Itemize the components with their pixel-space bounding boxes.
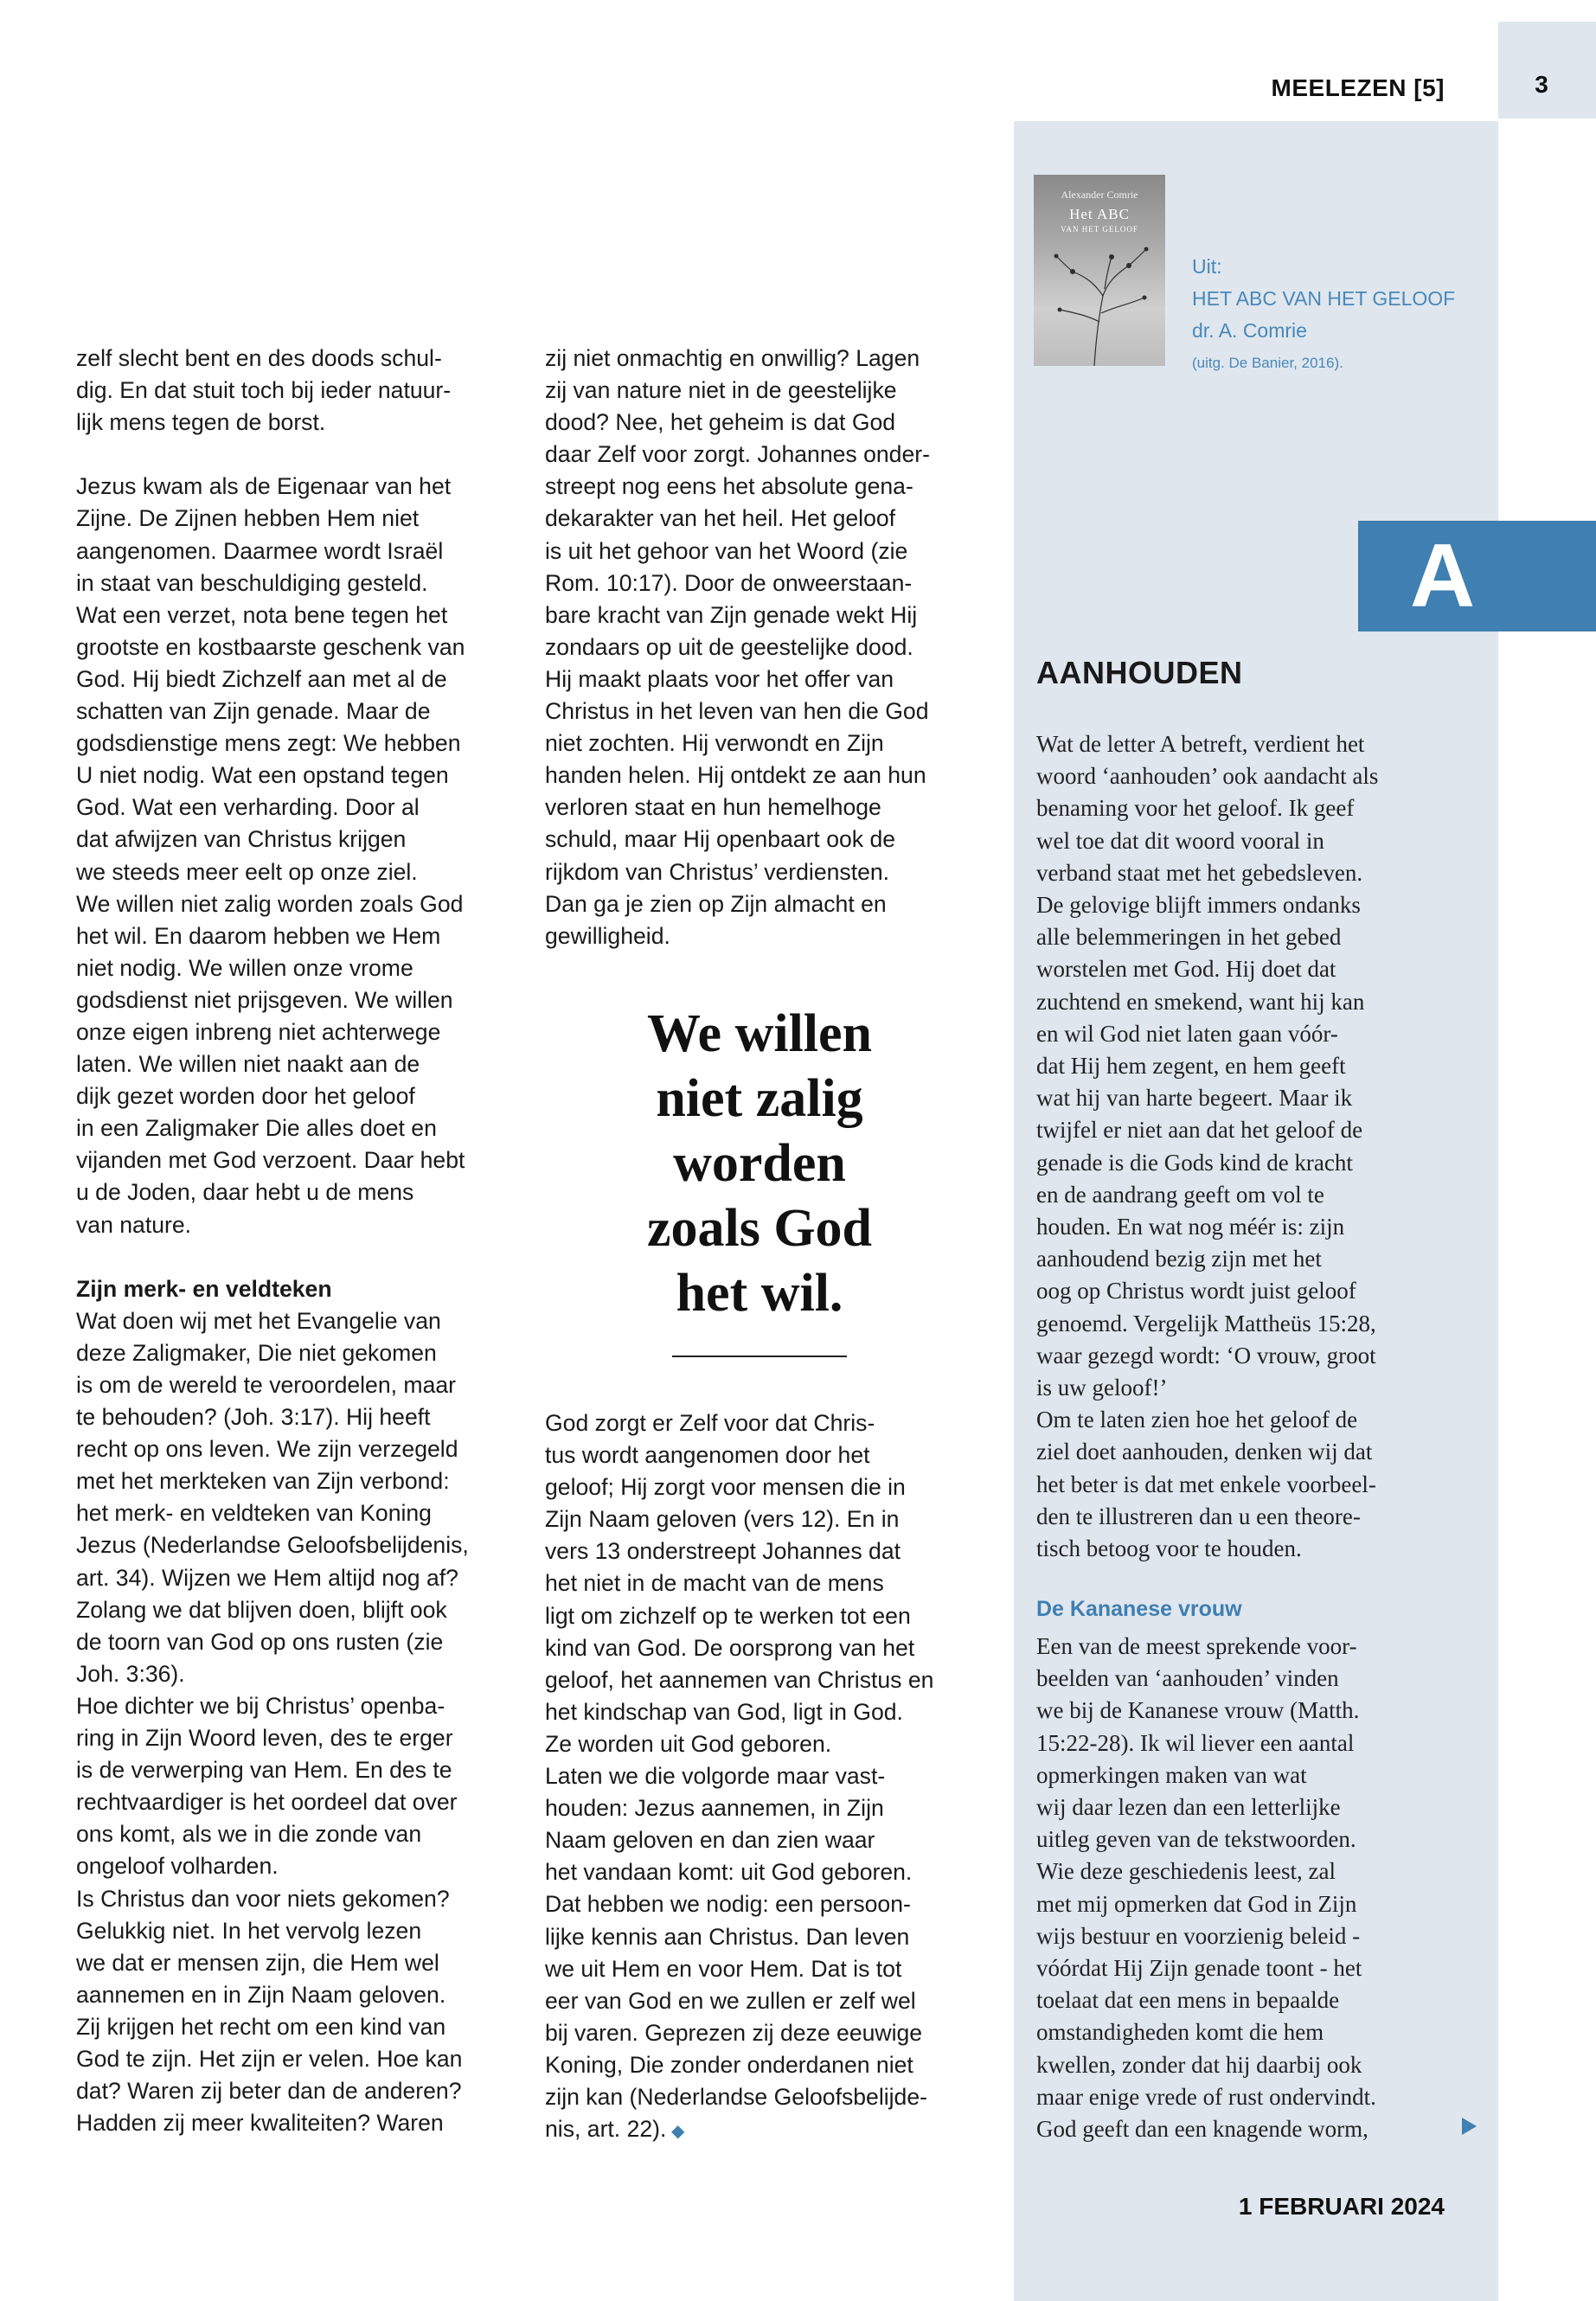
footer-date: 1 FEBRUARI 2024 (1238, 2193, 1445, 2220)
text-line: Wat een verzet, nota bene tegen het (76, 601, 448, 628)
text-line: Jezus kwam als de Eigenaar van het (76, 473, 452, 500)
text-line: nis, art. 22). ◆ (545, 2116, 685, 2143)
text-line: is uit het gehoor van het Woord (zie (545, 537, 908, 564)
text-line: en de aandrang geeft om vol te (1036, 1181, 1324, 1208)
text-line: het beter is dat met enkele voorbeel- (1036, 1471, 1376, 1497)
text-line: daar Zelf voor zorgt. Johannes onder- (545, 441, 930, 468)
column-2-bottom (545, 1407, 995, 2148)
text-line: alle belemmeringen in het gebed (1036, 924, 1342, 951)
cover-title: Het ABC (1069, 206, 1130, 222)
text-line: Om te laten zien hoe het geloof de (1036, 1407, 1358, 1433)
text-line: schuld, maar Hij openbaart ook de (545, 826, 896, 853)
text-line: zij van nature niet in de geestelijke (545, 377, 897, 404)
text-line: zondaars op uit de geestelijke dood. (545, 633, 913, 660)
text-line: woord ‘aanhouden’ ook aandacht als (1036, 763, 1379, 790)
text-line: wat hij van harte begeert. Maar ik (1036, 1085, 1353, 1112)
book-source (1192, 251, 1486, 379)
continue-arrow-icon (1462, 2118, 1477, 2135)
text-line: Een van de meest sprekende voor- (1036, 1633, 1357, 1659)
text-line: deze Zaligmaker, Die niet gekomen (76, 1339, 437, 1366)
text-line: dijk gezet worden door het geloof (76, 1083, 415, 1110)
text-line: vóórdat Hij Zijn genade toont - het (1036, 1955, 1362, 1982)
text-line: niet zalig (656, 1069, 863, 1128)
text-line: kind van God. De oorsprong van het (545, 1634, 915, 1661)
text-line: we uit Hem en voor Hem. Dat is tot (545, 1955, 902, 1982)
text-line: dat? Waren zij beter dan de anderen? (76, 2078, 462, 2105)
text-line: dekarakter van het heil. Het geloof (545, 505, 896, 532)
source-label: Uit: (1192, 255, 1222, 278)
text-line: art. 34). Wijzen we Hem altijd nog af? (76, 1564, 458, 1591)
text-line: is uw geloof!’ (1036, 1375, 1168, 1401)
page-number-tab (1498, 22, 1596, 119)
text-line: wijs bestuur en voorzienig beleid - (1036, 1922, 1361, 1949)
text-line: het merk- en veldteken van Koning (76, 1500, 432, 1527)
text-line: waar gezegd wordt: ‘O vrouw, groot (1036, 1342, 1376, 1368)
text-line: Jezus (Nederlandse Geloofsbelijdenis, (76, 1532, 469, 1559)
text-line: ongeloof volharden. (76, 1853, 279, 1880)
text-line: wij daar lezen dan een letterlijke (1036, 1794, 1341, 1821)
text-line: het wil. En daarom hebben we Hem (76, 922, 441, 949)
text-line: Rom. 10:17). Door de onweerstaan- (545, 569, 913, 596)
text-line: rechtvaardiger is het oordeel dat over (76, 1789, 458, 1816)
text-line: ligt om zichzelf op te werken tot een (545, 1602, 911, 1629)
text-line: Joh. 3:36). (76, 1660, 185, 1687)
text-line: God zorgt er Zelf voor dat Chris- (545, 1410, 875, 1436)
text-line: vijanden met God verzoent. Daar hebt (76, 1147, 465, 1174)
text-line: we bij de Kananese vrouw (Matth. (1036, 1697, 1360, 1724)
text-line: We willen niet zalig worden zoals God (76, 890, 464, 917)
text-line: zuchtend en smekend, want hij kan (1036, 988, 1365, 1015)
text-line: geloof, het aannemen van Christus en (545, 1666, 934, 1693)
text-line: ons komt, als we in die zonde van (76, 1821, 422, 1848)
text-line: zelf slecht bent en des doods schul- (76, 345, 442, 371)
text-line: 15:22-28). Ik wil liever een aantal (1036, 1729, 1355, 1756)
text-line: streept nog eens het absolute gena- (545, 473, 913, 500)
pull-quote (586, 1002, 933, 1326)
side-subheading: De Kananese vrouw (1036, 1597, 1242, 1621)
text-line: Dat hebben we nodig: een persoon- (545, 1891, 911, 1918)
text-line: ziel doet aanhouden, denken wij dat (1036, 1439, 1373, 1465)
text-line: Hij maakt plaats voor het offer van (545, 665, 894, 692)
text-line: recht op ons leven. We zijn verzegeld (76, 1436, 458, 1463)
text-line: met het merkteken van Zijn verbond: (76, 1468, 450, 1495)
text-line: het niet in de macht van de mens (545, 1570, 884, 1597)
text-line: genade is die Gods kind de kracht (1036, 1149, 1353, 1176)
text-line: den te illustreren dan u een theore- (1036, 1503, 1361, 1529)
text-line: lijk mens tegen de borst. (76, 409, 326, 436)
text-line: te behouden? (Joh. 3:17). Hij heeft (76, 1404, 431, 1431)
text-line: opmerkingen maken van wat (1036, 1761, 1307, 1788)
branches-illustration (1034, 235, 1165, 366)
text-line: Gelukkig niet. In het vervolg lezen (76, 1917, 422, 1944)
text-line: God. Hij biedt Zichzelf aan met al de (76, 665, 447, 692)
text-line: Is Christus dan voor niets gekomen? (76, 1885, 450, 1912)
column-2-top (545, 343, 995, 952)
text-line: genoemd. Vergelijk Mattheüs 15:28, (1036, 1310, 1376, 1336)
text-line: Wie deze geschiedenis leest, zal (1036, 1858, 1336, 1885)
text-line: u de Joden, daar hebt u de mens (76, 1179, 414, 1206)
text-line: eer van God en we zullen er zelf wel (545, 1987, 916, 2014)
text-line: is om de wereld te veroordelen, maar (76, 1372, 457, 1398)
text-line: bare kracht van Zijn genade wekt Hij (545, 601, 918, 628)
text-line: het vandaan komt: uit God geboren. (545, 1859, 913, 1886)
text-line: gewilligheid. (545, 922, 670, 949)
text-line: aannemen en in Zijn Naam geloven. (76, 1981, 446, 2008)
pull-quote-rule (672, 1356, 847, 1357)
text-line: zoals God (646, 1199, 873, 1258)
text-line: vers 13 onderstreept Johannes dat (545, 1538, 901, 1565)
text-line: de toorn van God op ons rusten (zie (76, 1628, 444, 1655)
text-line: God. Wat een verharding. Door al (76, 794, 420, 821)
text-line: worden (673, 1134, 846, 1193)
text-line: Zolang we dat blijven doen, blijft ook (76, 1596, 447, 1623)
text-line: Wat doen wij met het Evangelie van (76, 1307, 441, 1334)
end-mark-icon: ◆ (666, 2122, 685, 2142)
text-line: dat Hij hem zegent, en hem geeft (1036, 1053, 1346, 1080)
text-line: aangenomen. Daarmee wordt Israël (76, 537, 444, 564)
text-line: handen helen. Hij ontdekt ze aan hun (545, 762, 926, 789)
text-line: met mij opmerken dat God in Zijn (1036, 1890, 1357, 1917)
text-line: Naam geloven en dan zien waar (545, 1827, 875, 1854)
text-line: is de verwerping van Hem. En des te (76, 1757, 452, 1784)
text-line: grootste en kostbaarste geschenk van (76, 633, 465, 660)
page-number: 3 (1535, 71, 1548, 98)
text-line: houden. En wat nog méér is: zijn (1036, 1214, 1345, 1240)
text-line: Koning, Die zonder onderdanen niet (545, 2051, 913, 2078)
text-line: en wil God niet laten gaan vóór- (1036, 1020, 1338, 1047)
text-line: tus wordt aangenomen door het (545, 1442, 870, 1469)
text-line: U niet nodig. Wat een opstand tegen (76, 762, 449, 789)
text-line: lijke kennis aan Christus. Dan leven (545, 1923, 910, 1950)
text-line: God te zijn. Het zijn er velen. Hoe kan (76, 2045, 463, 2072)
text-line: het wil. (676, 1264, 843, 1323)
text-line: schatten van Zijn genade. Maar de (76, 698, 431, 725)
section-label: MEELEZEN [5] (1271, 74, 1445, 101)
text-line: kwellen, zonder dat hij daarbij ook (1036, 2051, 1362, 2078)
text-line: twijfel er niet aan dat het geloof de (1036, 1117, 1363, 1144)
book-cover-image (1034, 175, 1165, 366)
text-line: van nature. (76, 1211, 192, 1238)
text-line: We willen (646, 1004, 873, 1063)
text-line: in een Zaligmaker Die alles doet en (76, 1115, 437, 1142)
text-line: Hadden zij meer kwaliteiten? Waren (76, 2110, 444, 2137)
text-line: het kindschap van God, ligt in God. (545, 1698, 903, 1725)
text-line: dat afwijzen van Christus krijgen (76, 826, 407, 853)
text-line: godsdienst niet prijsgeven. We willen (76, 986, 453, 1013)
text-line: aanhoudend bezig zijn met het (1036, 1246, 1322, 1272)
text-line: uitleg geven van de tekstwoorden. (1036, 1826, 1356, 1853)
text-line: benaming voor het geloof. Ik geef (1036, 795, 1355, 822)
book-author: dr. A. Comrie (1192, 319, 1307, 342)
book-title: HET ABC VAN HET GELOOF (1192, 287, 1456, 310)
text-line: tisch betoog voor te houden. (1036, 1535, 1302, 1562)
text-line: omstandigheden komt die hem (1036, 2019, 1324, 2046)
text-line: geloof; Hij zorgt voor mensen die in (545, 1474, 906, 1501)
text-line: godsdienstige mens zegt: We hebben (76, 730, 461, 757)
text-line: verloren staat en hun hemelhoge (545, 794, 881, 821)
text-line: niet zochten. Hij verwondt en Zijn (545, 730, 884, 757)
book-publisher: (uitg. De Banier, 2016). (1192, 355, 1343, 371)
side-heading: AANHOUDEN (1036, 655, 1243, 690)
text-line: we dat er mensen zijn, die Hem wel (76, 1949, 439, 1976)
text-line: Hoe dichter we bij Christus’ openba- (76, 1692, 445, 1719)
text-line: bij varen. Geprezen zij deze eeuwige (545, 2019, 923, 2046)
column-1 (76, 343, 526, 2139)
text-line: maar enige vrede of rust ondervindt. (1036, 2083, 1376, 2110)
cover-subtitle: VAN HET GELOOF (1061, 225, 1138, 234)
text-line: zijn kan (Nederlandse Geloofsbelijde- (545, 2083, 927, 2110)
text-line: Zij krijgen het recht om een kind van (76, 2013, 446, 2040)
text-line: toelaat dat een mens in bepaalde (1036, 1987, 1340, 2014)
text-line: God geeft dan een knagende worm, (1036, 2116, 1368, 2143)
text-line: Zijn Naam geloven (vers 12). En in (545, 1506, 900, 1533)
text-line: houden: Jezus aannemen, in Zijn (545, 1795, 884, 1822)
text-line: worstelen met God. Hij doet dat (1036, 956, 1336, 983)
text-line: rijkdom van Christus’ verdiensten. (545, 858, 890, 885)
text-line: Ze worden uit God geboren. (545, 1730, 832, 1757)
side-body-1 (1036, 728, 1482, 1565)
text-line: in staat van beschuldiging gesteld. (76, 569, 428, 596)
text-line: De gelovige blijft immers ondanks (1036, 892, 1361, 919)
text-line: dig. En dat stuit toch bij ieder natuur- (76, 377, 452, 404)
text-line: Wat de letter A betreft, verdient het (1036, 731, 1365, 757)
side-body-2 (1036, 1631, 1482, 2145)
text-line: ring in Zijn Woord leven, des te erger (76, 1725, 453, 1752)
text-line: Dan ga je zien op Zijn almacht en (545, 890, 887, 917)
text-line: Christus in het leven van hen die God (545, 698, 929, 725)
text-line: laten. We willen niet naakt aan de (76, 1051, 420, 1078)
text-line: we steeds meer eelt op onze ziel. (76, 858, 418, 885)
text-line: niet nodig. We willen onze vrome (76, 954, 413, 981)
text-line: oog op Christus wordt juist geloof (1036, 1278, 1356, 1304)
text-line: zij niet onmachtig en onwillig? Lagen (545, 345, 920, 371)
text-line: verband staat met het gebedsleven. (1036, 859, 1363, 886)
text-line: beelden van ‘aanhouden’ vinden (1036, 1665, 1339, 1692)
cover-author: Alexander Comrie (1061, 189, 1138, 201)
col1-subheading: Zijn merk- en veldteken (76, 1275, 332, 1302)
text-line: Zijne. De Zijnen hebben Hem niet (76, 505, 420, 532)
text-line: Laten we die volgorde maar vast- (545, 1763, 886, 1790)
text-line: onze eigen inbreng niet achterwege (76, 1018, 441, 1045)
text-line: wel toe dat dit woord vooral in (1036, 827, 1324, 854)
text-line: dood? Nee, het geheim is dat God (545, 409, 896, 436)
section-letter: A (1409, 526, 1476, 626)
